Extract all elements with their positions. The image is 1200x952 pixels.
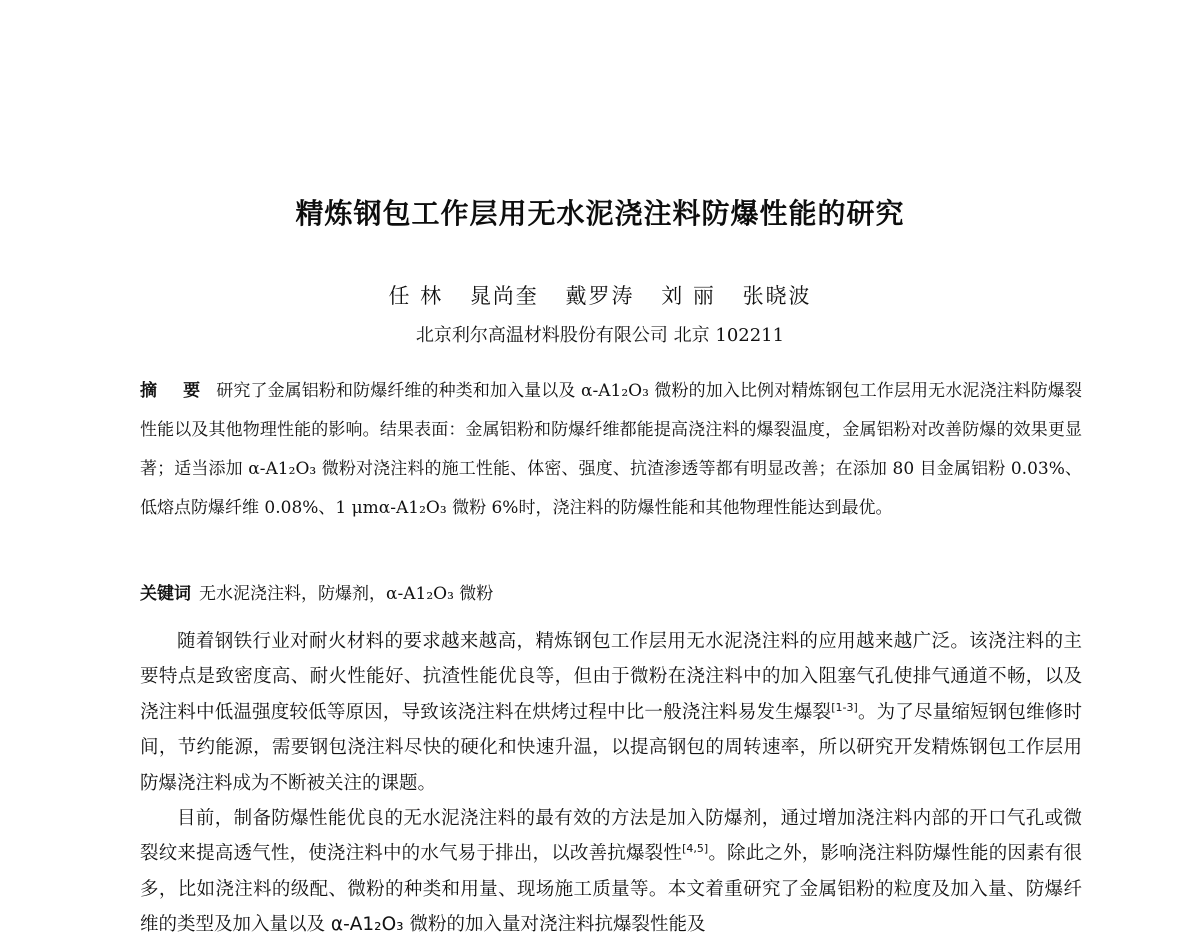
- author-name: 任 林: [388, 284, 444, 308]
- abstract-text: 研究了金属铝粉和防爆纤维的种类和加入量以及 α-A1₂O₃ 微粉的加入比例对精炼钢包工作层用无水泥浇注料防爆裂性能以及其他物理性能的影响。结果表面：金属铝粉和防爆纤维都能提高浇注料的爆裂温度，金属铝粉对改善防爆的效果更显著；适当添加 α-A1₂O₃ 微粉对浇注料的施工性能、体密、强度、抗渣渗透等都有明显改善；在添加 80 目金属铝粉 0.03%、低熔点防爆纤维 0.08%、1 μmα-A1₂O₃ 微粉 6%时，浇注料的防爆性能和其他物理性能达到最优。: [140, 381, 1082, 518]
- author-name: 刘 丽: [661, 284, 716, 308]
- body-text: [140, 624, 1082, 943]
- keywords-section: [140, 577, 1082, 611]
- author-name: 张晓波: [742, 284, 812, 308]
- abstract-section: [140, 372, 1082, 528]
- author-name: 戴罗涛: [565, 284, 635, 308]
- keywords-label: 关键词: [140, 584, 191, 604]
- paragraph-text: 。除此之外，影响浇注料防爆性能的因素有很多，比如浇注料的级配、微粉的种类和用量、现场施工质量等。本文着重研究了金属铝粉的粒度及加入量、防爆纤维的类型及加入量以及 α-A1₂O₃ 微粉的加入量对浇注料抗爆裂性能及: [140, 843, 1082, 936]
- keywords-text: 无水泥浇注料，防爆剂，α-A1₂O₃ 微粉: [199, 584, 494, 604]
- paragraph-text: 。为了尽量缩短钢包维修时间，节约能源，需要钢包浇注料尽快的硬化和快速升温，以提高钢包的周转速率，所以研究开发精炼钢包工作层用防爆浇注料成为不断被关注的课题。: [140, 701, 1082, 794]
- author-name: 晁尚奎: [469, 284, 539, 308]
- body-paragraph: [140, 624, 1082, 801]
- abstract-label: 摘 要: [140, 381, 211, 401]
- author-affiliation: 北京利尔高温材料股份有限公司 北京 102211: [415, 325, 785, 346]
- citation-ref: [4,5]: [682, 842, 709, 856]
- paragraph-text: 随着钢铁行业对耐火材料的要求越来越高，精炼钢包工作层用无水泥浇注料的应用越来越广泛。该浇注料的主要特点是致密度高、耐火性能好、抗渣性能优良等，但由于微粉在浇注料中的加入阻塞气孔使排气通道不畅，以及浇注料中低温强度较低等原因，导致该浇注料在烘烤过程中比一般浇注料易发生爆裂: [140, 631, 1082, 723]
- paragraph-text: 目前，制备防爆性能优良的无水泥浇注料的最有效的方法是加入防爆剂，通过增加浇注料内部的开口气孔或微裂纹来提高透气性，使浇注料中的水气易于排出，以改善抗爆裂性: [140, 808, 1082, 865]
- paper-title: 精炼钢包工作层用无水泥浇注料防爆性能的研究: [295, 197, 905, 230]
- author-list: [0, 280, 1200, 310]
- citation-ref: [1-3]: [831, 700, 858, 714]
- body-paragraph: [140, 801, 1082, 943]
